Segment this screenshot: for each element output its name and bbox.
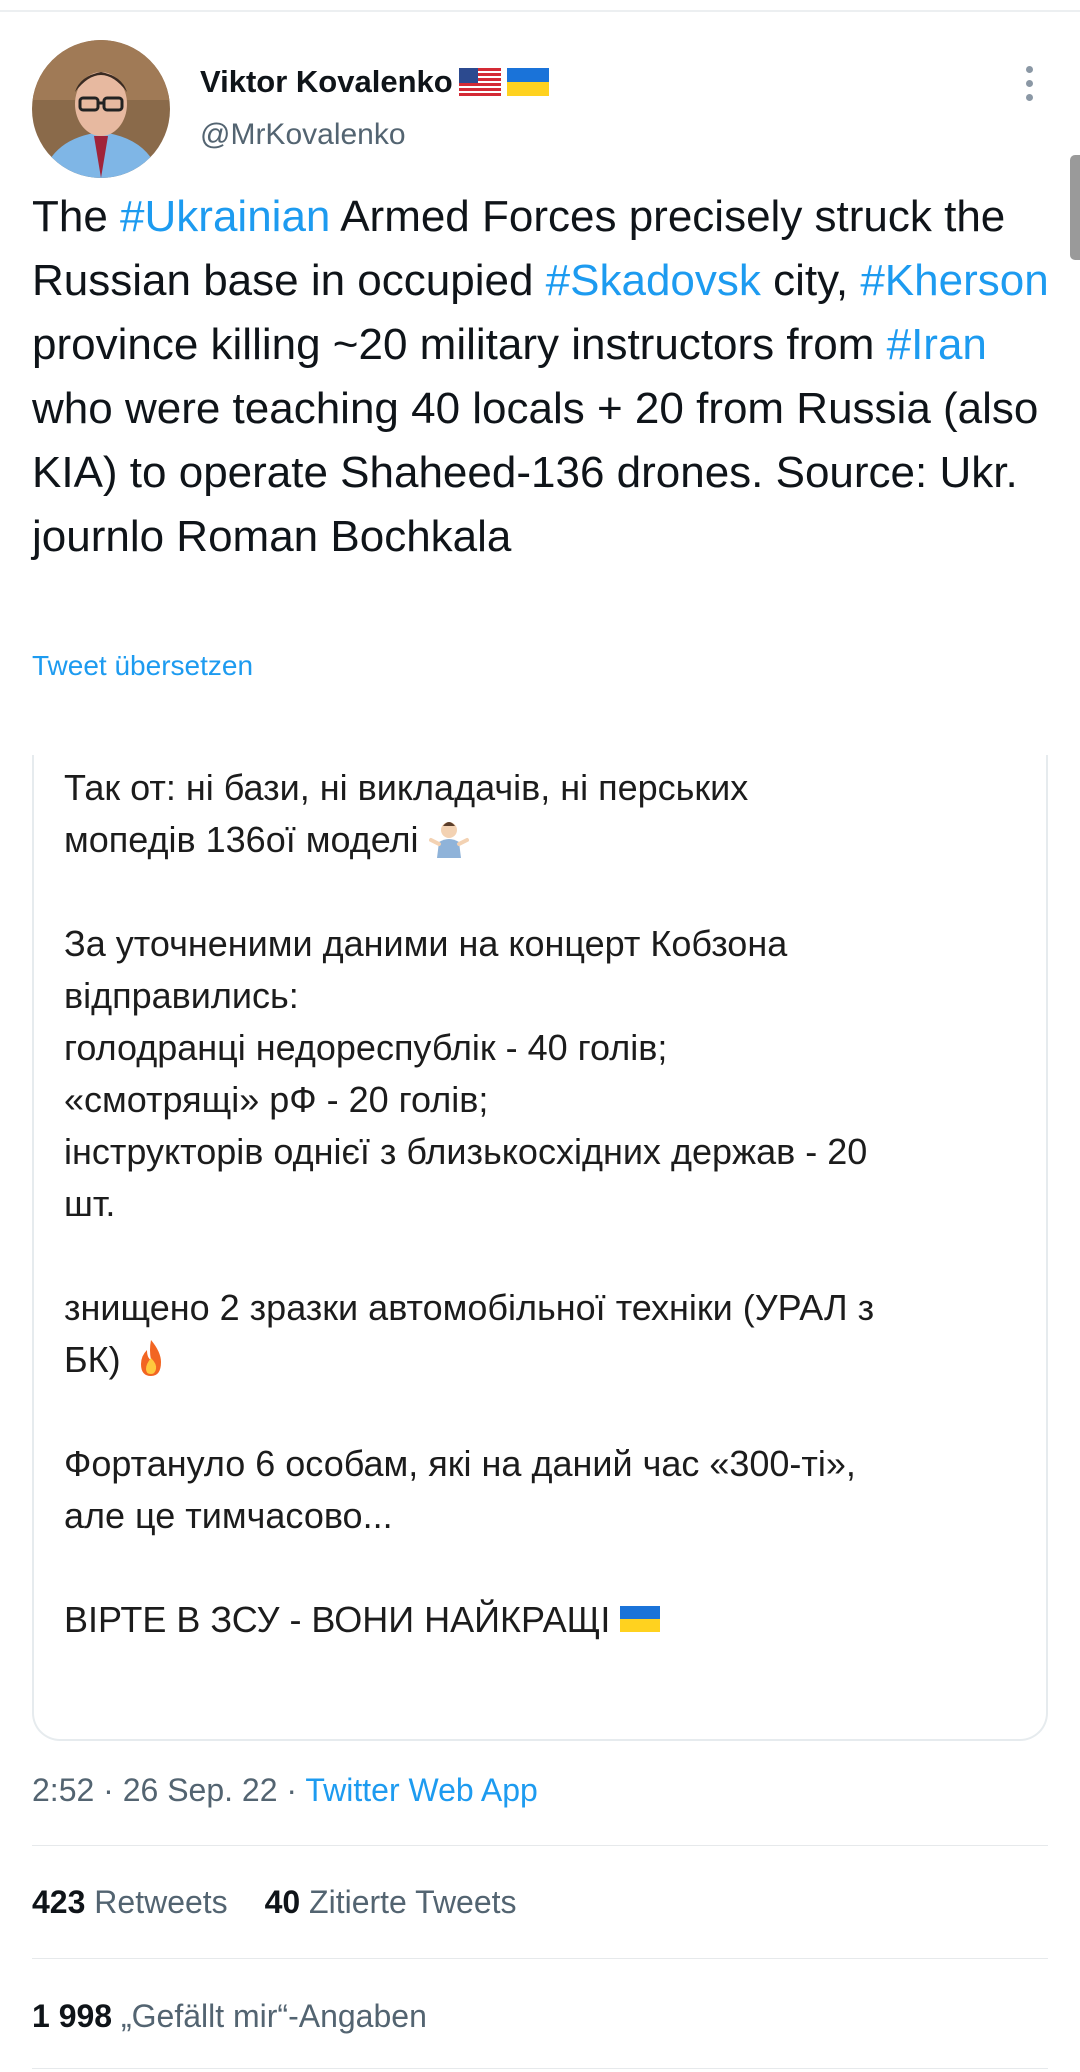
quote-tweets-stat[interactable]: 40 Zitierte Tweets (264, 1884, 517, 1920)
divider (32, 1845, 1048, 1846)
attached-image-text (64, 762, 1024, 1646)
image-text-line: але це тимчасово... (64, 1495, 393, 1536)
divider (32, 1958, 1048, 1959)
author-name[interactable]: Viktor Kovalenko (200, 64, 453, 99)
tweet-time[interactable]: 2:52 (32, 1772, 95, 1808)
us-flag-icon (459, 68, 501, 96)
avatar[interactable] (32, 40, 170, 178)
tweet-text-segment: province killing ~20 military instructors from (32, 320, 887, 369)
image-text-line: ВІРТЕ В ЗСУ - ВОНИ НАЙКРАЩІ (64, 1594, 1024, 1646)
author-handle[interactable]: @MrKovalenko (200, 118, 406, 151)
likes-stat[interactable]: 1 998 „Gefällt mir“-Angaben (32, 1998, 427, 2034)
image-text-line: За уточненими даними на концерт Кобзона (64, 923, 788, 964)
tweet-date[interactable]: 26 Sep. 22 (122, 1772, 278, 1808)
image-text-line: БК) (64, 1334, 1024, 1386)
image-text-line: голодранці недореспублік - 40 голів; (64, 1027, 668, 1068)
tweet-meta (32, 1772, 538, 1809)
scrollbar-thumb[interactable] (1070, 155, 1080, 260)
image-text-line: Фортануло 6 особам, які на даний час «300-ті», (64, 1443, 856, 1484)
fire-emoji-icon (131, 1338, 171, 1378)
image-text-line: Так от: ні бази, ні викладачів, ні перських (64, 767, 749, 808)
avatar-image (32, 40, 170, 178)
meta-separator: · (94, 1772, 123, 1808)
retweet-stats-row (32, 1884, 517, 1921)
top-divider (0, 10, 1080, 12)
meta-separator: · (277, 1772, 306, 1808)
image-text-line: інструкторів однієї з близькосхідних держав - 20 (64, 1131, 868, 1172)
more-options-icon[interactable] (1014, 66, 1044, 106)
likes-stats-row (32, 1998, 427, 2035)
shrug-emoji-icon (429, 818, 469, 858)
hashtag-kherson[interactable]: #Kherson (860, 256, 1049, 305)
image-text-line: відправились: (64, 975, 299, 1016)
ukraine-flag-emoji-icon (620, 1598, 660, 1638)
image-text-line: шт. (64, 1183, 116, 1224)
image-text-line: «смотрящі» рФ - 20 голів; (64, 1079, 489, 1120)
hashtag-ukrainian[interactable]: #Ukrainian (120, 192, 331, 241)
author-name-row[interactable] (200, 64, 549, 100)
tweet-text-segment: city, (760, 256, 861, 305)
source-app-link[interactable]: Twitter Web App (305, 1772, 538, 1808)
tweet-text-segment: Armed Forces precisely struck the Russian base in occupied (32, 192, 1006, 305)
tweet-text-segment: who were teaching 40 locals + 20 from Russia (also KIA) to operate Shaheed-136 drones. Source: Ukr. journlo Roman Bochkala (32, 384, 1039, 561)
translate-tweet-link[interactable]: Tweet übersetzen (32, 650, 254, 681)
hashtag-iran[interactable]: #Iran (886, 320, 987, 369)
image-text-line: мопедів 136ої моделі (64, 814, 1024, 866)
retweets-stat[interactable]: 423 Retweets (32, 1884, 228, 1920)
hashtag-skadovsk[interactable]: #Skadovsk (545, 256, 761, 305)
ukraine-flag-icon (507, 68, 549, 96)
tweet-text (32, 185, 1062, 569)
divider (32, 2068, 1048, 2069)
image-text-line: знищено 2 зразки автомобільної техніки (УРАЛ з (64, 1287, 875, 1328)
tweet-text-segment: The (32, 192, 121, 241)
